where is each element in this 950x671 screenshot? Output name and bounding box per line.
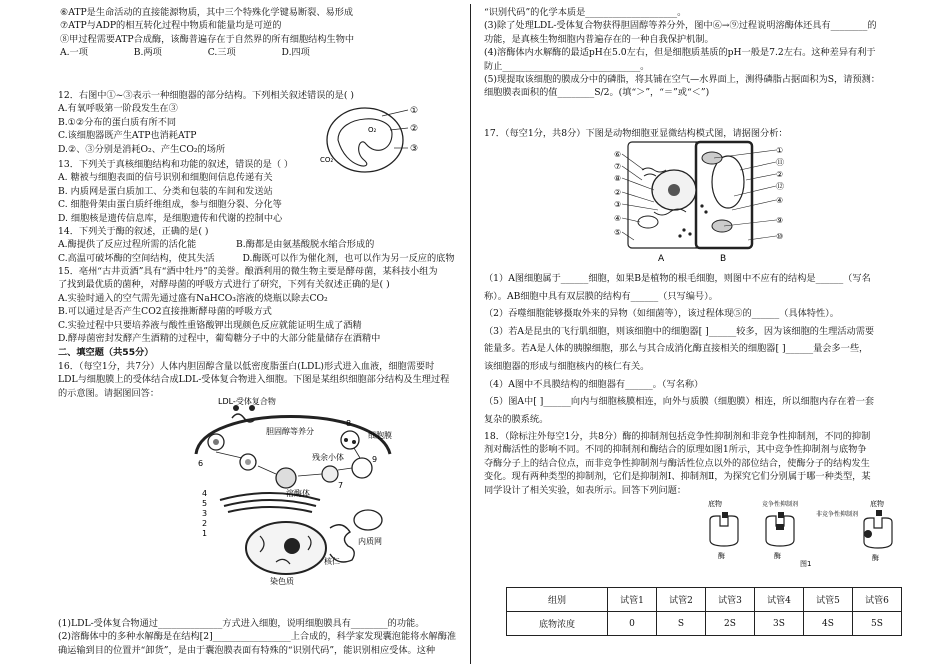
num-label: ④ <box>776 196 784 205</box>
header-cell: 试管3 <box>706 588 755 612</box>
num-label: 9 <box>372 455 378 464</box>
q18-stem-line: 剂对酶活性的影响不同。不同的抑制剂和酶结合的原理如图1所示，其中竞争性抑制剂与底物争 <box>484 444 867 456</box>
label-competitive: 竞争性抑制剂 <box>762 501 799 508</box>
q14-options-row2 <box>58 252 455 265</box>
q16-stem: LDL与细胞膜上的受体结合成LDL-受体复合物进入细胞。下图是某组织细胞部分结构及生理过程 <box>58 374 450 386</box>
num-label: ⑦ <box>614 162 622 171</box>
num-label: 2 <box>202 519 208 528</box>
table-cell: 3S <box>755 612 804 636</box>
q16-stem: 的示意图。请据图回答： <box>58 387 160 399</box>
q16-cont-line: 细胞膜表面积的值________S/2。(填“＞”，“＝”或“＜”) <box>484 87 710 99</box>
num-label: 3 <box>202 509 208 518</box>
num-label: ③ <box>614 200 622 209</box>
header-cell: 试管6 <box>853 588 902 612</box>
row-label: 底物浓度 <box>507 612 608 636</box>
q17-answer: 该细胞器的形成与细胞核内的核仁有关。 <box>484 360 650 372</box>
q16-cont-line: 功能，是真核生物细胞内普遍存在的一种自我保护机制。 <box>484 33 714 45</box>
num-label: ④ <box>614 214 622 223</box>
label-enzyme-3: 酶 <box>872 554 879 562</box>
q12-option: D.②、③分别是消耗O₂、产生CO₂的场所 <box>58 143 226 155</box>
num-label: ⑤ <box>614 228 622 237</box>
option: C.三项 <box>207 47 236 59</box>
num-label: ⑫ <box>776 182 784 191</box>
label-co2: CO₂ <box>320 156 334 164</box>
q18-stem-line: 同学设计了相关实验，如表所示。回答下列问题： <box>484 484 687 496</box>
label-substrate: 底物 <box>708 500 722 508</box>
q16-answer: 确运输到目的位置并“卸货”，是由于囊泡膜表面有特殊的“识别代码”，能识别相应受体。这种 <box>58 644 436 656</box>
label-enzyme-2: 酶 <box>774 552 781 560</box>
label-1: ① <box>410 106 419 116</box>
experiment-table <box>506 587 902 636</box>
q16-stem: 16．（每空1分，共7分）人体内胆固醇含量以低密度脂蛋白(LDL)形式进入血液，细胞需要时 <box>58 361 435 372</box>
q17-answer: （3）若A是昆虫的飞行肌细胞，则该细胞中的细胞器[ ]______较多，因为该细胞的生理活动需要 <box>484 325 875 337</box>
label-complex: LDL-受体复合物 <box>218 397 276 406</box>
nucleolus <box>668 184 680 196</box>
label-lysosome: 溶酶体 <box>286 489 310 498</box>
q16-answer: (2)溶酶体中的多种水解酶是在结构[2]_________________上合成的，科学家发现囊泡能将水解酶准 <box>58 631 457 643</box>
num-label: ⑨ <box>776 216 784 225</box>
num-label: ⑪ <box>776 158 784 167</box>
cell-schematic-figure <box>190 396 400 588</box>
option: D.四项 <box>281 47 310 59</box>
q15-stem: 了找到最优质的菌种，对酵母菌的呼吸方式进行了研究，下列有关叙述正确的是( ) <box>58 279 390 291</box>
table-cell: 2S <box>706 612 755 636</box>
mitochondrion <box>638 216 658 228</box>
option: D.酶既可以作为催化剂，也可以作为另一反应的底物 <box>242 252 455 264</box>
num-label: 5 <box>202 499 208 508</box>
label-2: ② <box>410 124 419 134</box>
q11-item: ⑦ATP与ADP的相互转化过程中物质和能量均是可逆的 <box>60 20 282 32</box>
q15-option: A.实验时通入的空气需先通过盛有NaHCO₃溶液的烧瓶以除去CO₂ <box>58 292 328 304</box>
label-cholesterol: 胆固醇等养分 <box>266 427 314 436</box>
q11-item: ⑥ATP是生命活动的直接能源物质，其中三个特殊化学键易断裂、易形成 <box>60 7 354 18</box>
residual-body <box>341 431 359 449</box>
q17-answer: （5）图A中[ ]______向内与细胞核膜相连，向外与质膜（细胞膜）相连，所以细胞内存在着一套 <box>484 396 875 408</box>
q12-option: C.该细胞器既产生ATP也消耗ATP <box>58 130 197 142</box>
q15-stem: 15．亳州“古井贡酒”具有“酒中牡丹”的美誉。酿酒利用的微生物主要是酵母菌，某科技小组为 <box>58 266 438 277</box>
num-label: ② <box>614 188 622 197</box>
table-row <box>507 612 902 636</box>
q17-stem: 17．（每空1分，共8分）下图是动物细胞亚显微结构模式图，请据图分析： <box>484 128 788 139</box>
num-label: ① <box>776 146 784 155</box>
table-cell: S <box>657 612 706 636</box>
q13-option: B. 内质网是蛋白质加工、分类和包装的车间和发送站 <box>58 185 273 197</box>
q17-answer: （2）吞噬细胞能够摄取外来的异物（如细菌等），该过程体现⑤的______（具体特性）。 <box>484 308 839 320</box>
q13-stem: 13．下列关于真核细胞结构和功能的叙述，错误的是（ ） <box>58 159 294 170</box>
num-label: ⑧ <box>614 174 622 183</box>
enzyme-inhibitor-figure <box>704 498 904 568</box>
column-divider <box>470 4 471 664</box>
label-a: A <box>658 254 665 264</box>
lysosome <box>276 468 296 488</box>
chloroplast <box>702 152 722 164</box>
q17-answer: （1）A图细胞属于______细胞，如果B是植物的根毛细胞，则图中不应有的结构是______（写名 <box>484 273 871 284</box>
q17-answer: 能量多。若A是人体的胰腺细胞，那么与其合成消化酶直接相关的细胞器[ ]______量会多一些， <box>484 343 869 355</box>
q12-block <box>58 89 354 156</box>
q18-stem-line: 夺酶分子上的结合位点，而非竞争性抑制剂与酶活性位点以外的部位结合，使酶分子的结构发生 <box>484 457 870 469</box>
option: A.一项 <box>60 47 88 59</box>
q18-stem-line: 18．（除标注外每空1分，共8分）酶的抑制剂包括竞争性抑制剂和非竞争性抑制剂，不同的抑制 <box>484 431 871 442</box>
q16-answer: (1)LDL-受体复合物通过______________方式进入细胞，说明细胞膜具有________的功能。 <box>58 618 425 629</box>
table-cell: 5S <box>853 612 902 636</box>
q17-answer: （4）A图中不具膜结构的细胞器有______。（写名称） <box>484 378 704 390</box>
q16-cont-line: 防止______________________________。 <box>484 60 650 72</box>
label-chromatin: 染色质 <box>270 577 294 586</box>
label-residual-body: 残余小体 <box>312 453 344 462</box>
label-er: 内质网 <box>358 537 382 546</box>
q18-stem <box>484 430 871 497</box>
q13-option: A. 糖被与细胞表面的信号识别和细胞间信息传递有关 <box>58 172 273 184</box>
section-2-title: 二、填空题（共55分） <box>58 347 154 358</box>
q16-cont-line: (5)现提取该细胞的膜成分中的磷脂，将其铺在空气—水界面上，测得磷脂占据面积为S，请预测： <box>484 74 880 86</box>
label-o2: O₂ <box>368 126 377 134</box>
num-label: ② <box>776 170 784 179</box>
label-3: ③ <box>410 144 419 154</box>
q17-answers <box>484 270 874 428</box>
q16-cont-line: “识别代码”的化学本质是____________________。 <box>484 7 687 18</box>
q11-options <box>60 46 354 59</box>
header-cell: 组别 <box>507 588 608 612</box>
option: C.高温可破坏酶的空间结构，使其失活 <box>58 252 215 264</box>
q13-option: D. 细胞核是遗传信息库，是细胞遗传和代谢的控制中心 <box>58 212 283 224</box>
q13-block <box>58 158 293 225</box>
mitochondrion-figure <box>320 100 430 180</box>
label-noncompetitive: 非竞争性抑制剂 <box>816 511 859 518</box>
q15-option: B.可以通过是否产生CO2直接推断酵母菌的呼吸方式 <box>58 306 272 318</box>
num-label: 4 <box>202 489 208 498</box>
figure-caption: 图1 <box>800 560 812 568</box>
header-cell: 试管5 <box>804 588 853 612</box>
mitochondrion <box>354 510 382 530</box>
num-label: 7 <box>338 481 344 490</box>
q16-block <box>58 360 449 400</box>
table-cell: 0 <box>608 612 657 636</box>
cell-structure-figure <box>614 140 784 264</box>
q17-answer: 复杂的膜系统。 <box>484 413 549 425</box>
option: A.酶提供了反应过程所需的活化能 <box>58 239 197 251</box>
q12-option: B.①②分布的蛋白质有所不同 <box>58 116 177 128</box>
inner-membrane <box>338 119 392 166</box>
q12-option: A.有氧呼吸第一阶段发生在③ <box>58 103 178 115</box>
label-nucleolus: 核仁 <box>324 557 340 566</box>
q14-block <box>58 225 455 265</box>
q13-option: C. 细胞骨架由蛋白质纤维组成，参与细胞分裂、分化等 <box>58 199 282 211</box>
q17-answer: 称）。AB细胞中具有双层膜的结构有______（只写编号）。 <box>484 290 718 302</box>
option: B.两项 <box>133 47 162 59</box>
q15-option: D.酵母菌密封发酵产生酒精的过程中，葡萄糖分子中的大部分能量储存在酒精中 <box>58 333 381 345</box>
table-header-row <box>507 588 902 612</box>
nucleolus <box>284 538 300 554</box>
header-cell: 试管4 <box>755 588 804 612</box>
table-cell: 4S <box>804 612 853 636</box>
q16-answers <box>58 617 456 657</box>
label-b: B <box>720 254 727 264</box>
num-label: ⑥ <box>614 150 622 159</box>
num-label: 8 <box>346 419 352 428</box>
label-membrane: 细胞膜 <box>368 431 392 440</box>
q11-item: ⑧甲过程需要ATP合成酶，该酶普遍存在于自然界的所有细胞结构生物中 <box>60 33 355 45</box>
header-cell: 试管1 <box>608 588 657 612</box>
num-label: 1 <box>202 529 208 538</box>
num-label: 6 <box>198 459 204 468</box>
q16-continued <box>484 6 880 100</box>
q18-stem-line: 变化。现有两种类型的抑制剂，它们是抑制剂Ⅰ、抑制剂Ⅱ，为探究它们分别属于哪一种类型，某 <box>484 471 871 483</box>
q11-block <box>60 6 354 60</box>
label-substrate-3: 底物 <box>870 500 884 508</box>
option: B.酶都是由氨基酸脱水缩合形成的 <box>236 239 375 251</box>
q14-stem: 14．下列关于酶的叙述，正确的是( ) <box>58 226 209 237</box>
q16-cont-line: (3)除了处理LDL-受体复合物获得胆固醇等养分外，图中⑥→⑨过程说明溶酶体还具有________的 <box>484 20 877 32</box>
q16-cont-line: (4)溶酶体内水解酶的最适pH在5.0左右，但是细胞质基质的pH一般是7.2左右。这种差异有利于 <box>484 47 876 59</box>
header-cell: 试管2 <box>657 588 706 612</box>
q15-block <box>58 265 438 345</box>
q15-option: C.实验过程中只要培养液与酸性重铬酸钾出现颜色反应就能证明生成了酒精 <box>58 319 362 331</box>
q12-stem: 12．右图中①~③表示一种细胞器的部分结构。下列相关叙述错误的是( ) <box>58 90 354 101</box>
q14-options-row1 <box>58 238 455 251</box>
num-label: ⑩ <box>776 232 784 241</box>
label-enzyme: 酶 <box>718 552 725 560</box>
enzyme-shape <box>710 516 738 546</box>
